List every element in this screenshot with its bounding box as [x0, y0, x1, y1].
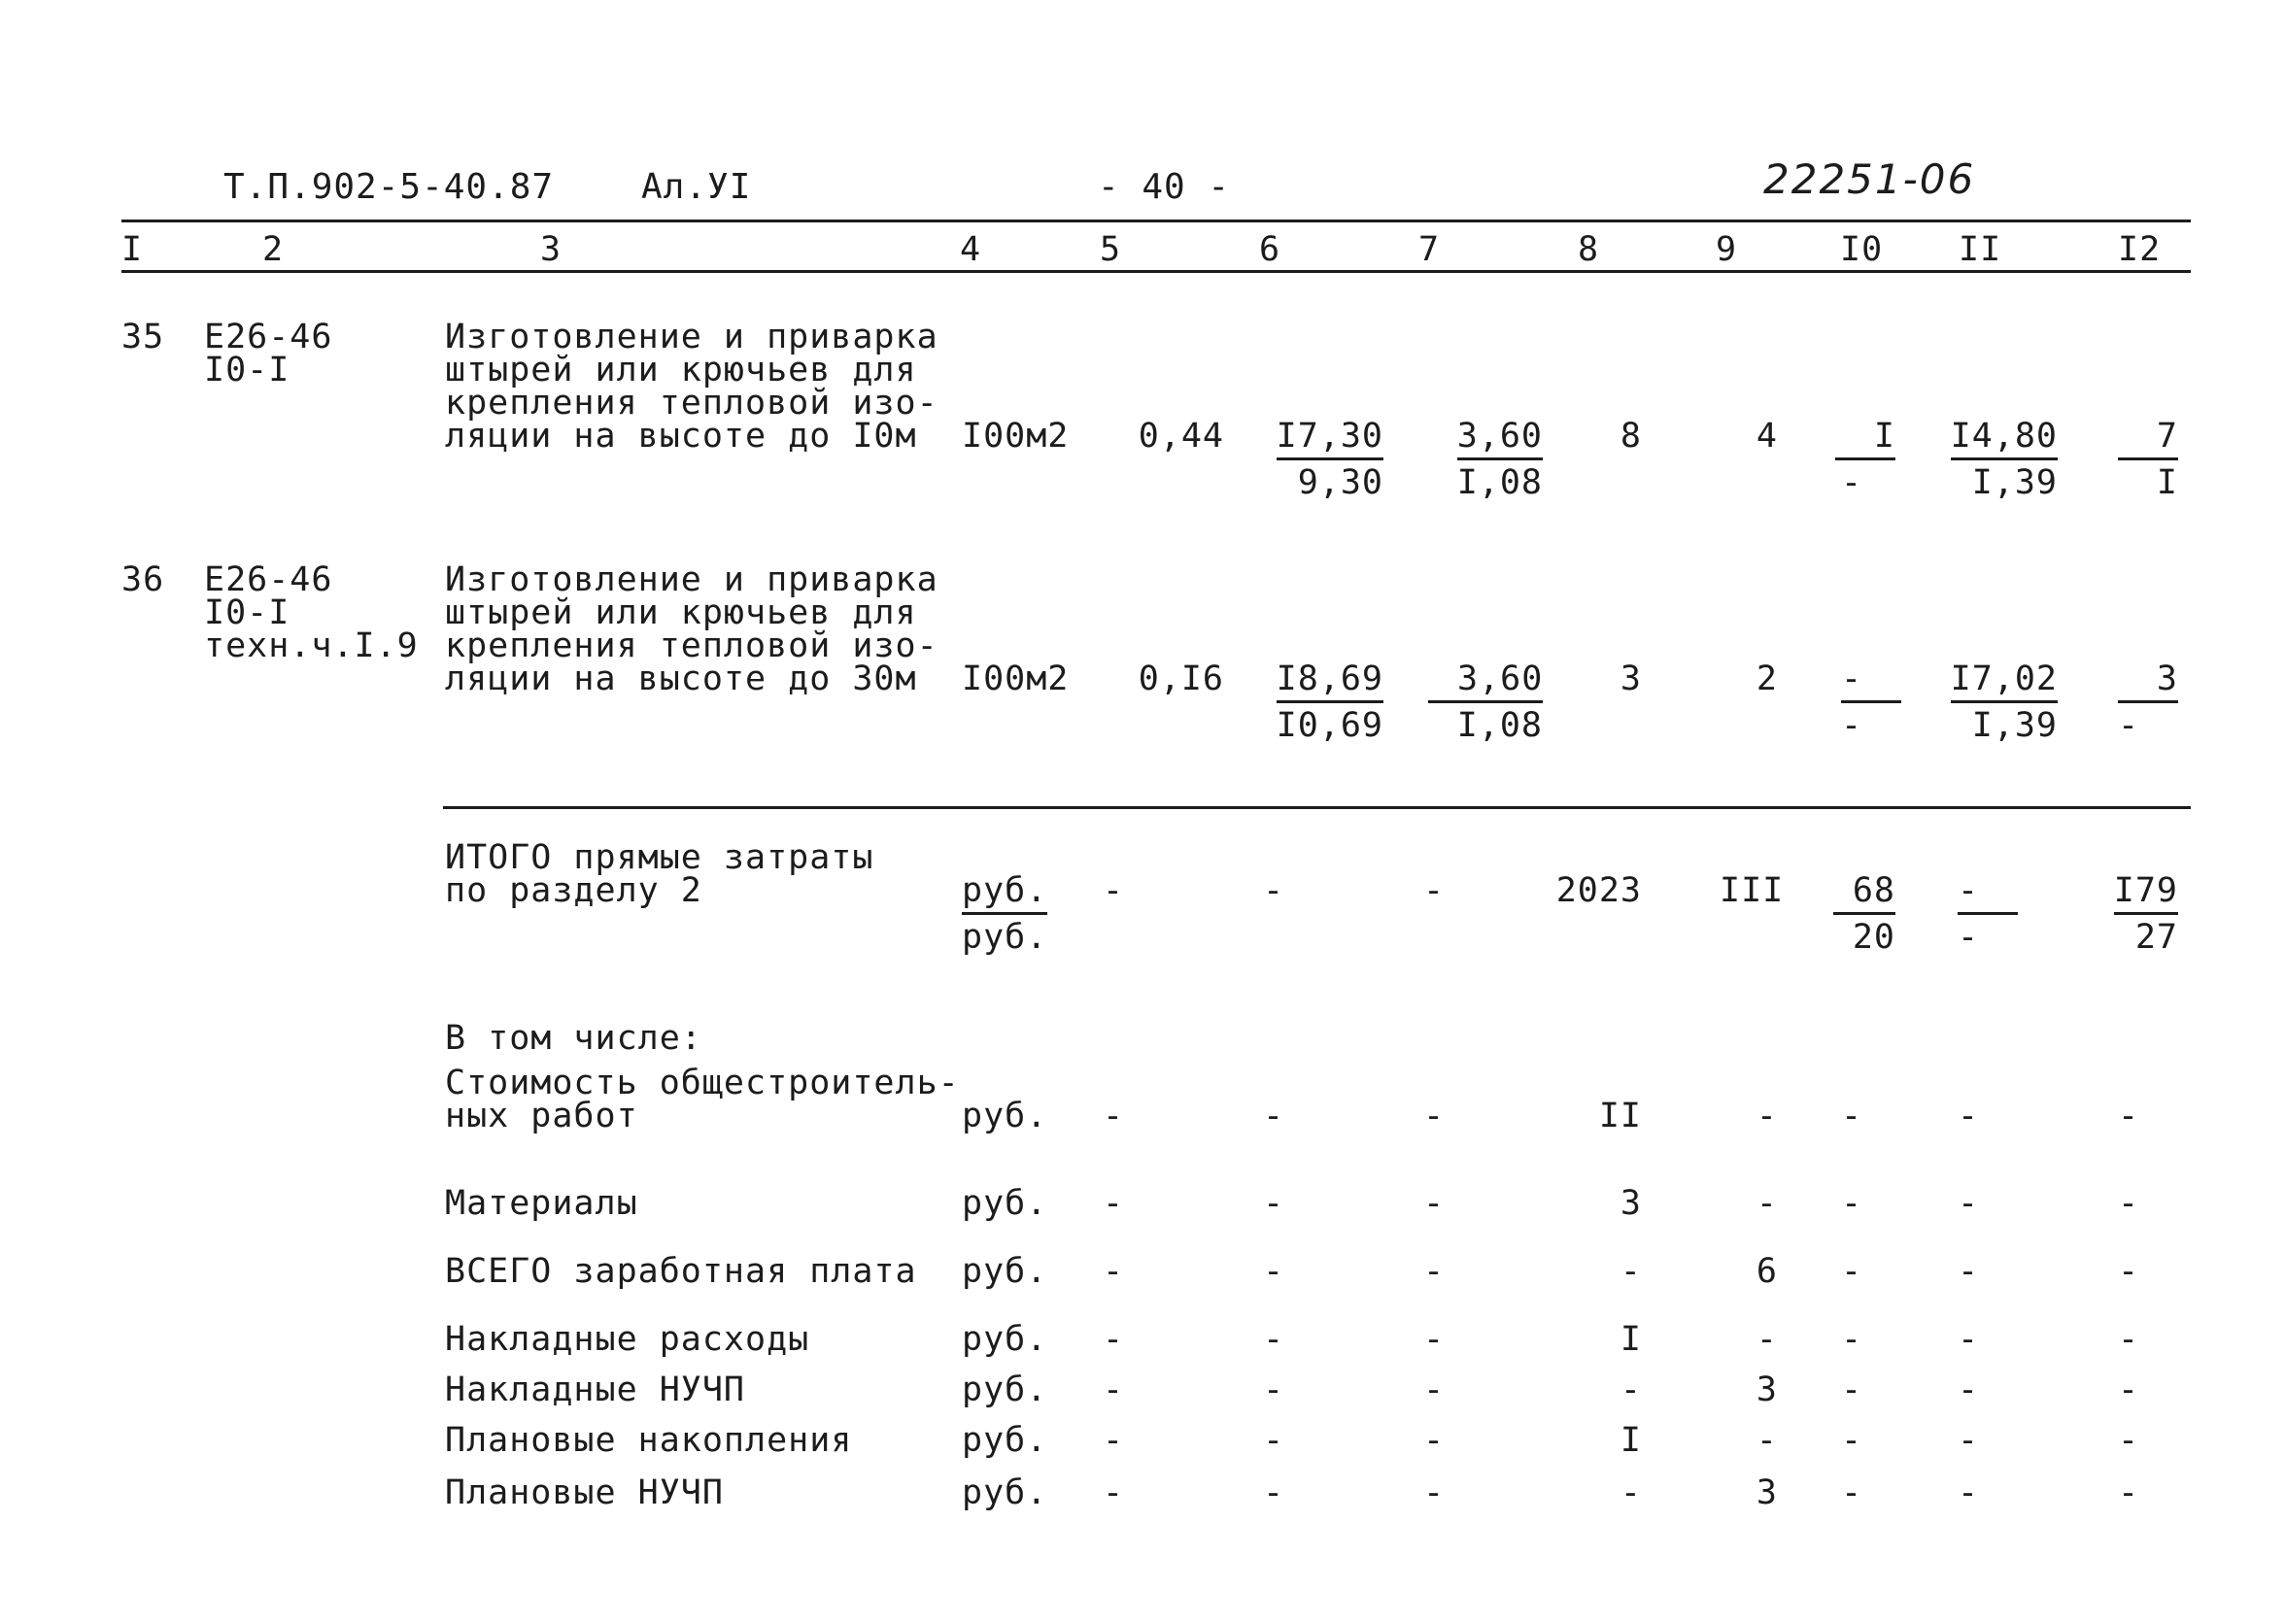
work-description: Изготовление и приварка: [445, 318, 938, 356]
col-header-5: 5: [1100, 230, 1122, 269]
breakdown-c6: -: [1263, 1421, 1285, 1460]
machine-labor-total: -: [2118, 706, 2140, 745]
breakdown-c6: -: [1263, 1473, 1285, 1512]
wage-total: 4: [1756, 417, 1778, 456]
breakdown-c10: -: [1841, 1252, 1863, 1291]
breakdown-label: ных работ: [445, 1097, 638, 1135]
breakdown-c8: -: [1620, 1370, 1642, 1409]
wage-total: 2: [1756, 660, 1778, 698]
machine-cost-unit: 3,60: [1457, 417, 1543, 460]
work-description: крепления тепловой изо-: [445, 626, 938, 665]
breakdown-c7: -: [1423, 1421, 1446, 1460]
rate-code: техн.ч.I.9: [204, 626, 419, 665]
work-description: ляции на высоте до 30м: [445, 660, 917, 698]
total-machine-labor: 27: [2134, 918, 2178, 957]
machine-labor-total: I: [2156, 463, 2178, 502]
total-label: ИТОГО прямые затраты: [445, 838, 874, 877]
breakdown-c8: I: [1620, 1421, 1642, 1460]
work-description: ляции на высоте до I0м: [445, 417, 917, 456]
album-number: Ал.УI: [641, 167, 752, 207]
breakdown-c11: -: [1958, 1320, 1980, 1359]
work-description: штырей или крючьев для: [445, 351, 917, 389]
breakdown-c11: -: [1958, 1252, 1980, 1291]
col-header-6: 6: [1259, 230, 1281, 269]
breakdown-c12: -: [2118, 1252, 2140, 1291]
breakdown-label: ВСЕГО заработная плата: [445, 1252, 917, 1291]
cost-total-unit: I8,69: [1277, 660, 1383, 703]
cost-total: 8: [1620, 417, 1642, 456]
breakdown-c5: -: [1103, 1184, 1125, 1223]
breakdown-c8: I: [1620, 1320, 1642, 1359]
breakdown-c7: -: [1423, 1184, 1446, 1223]
breakdown-c10: -: [1841, 1421, 1863, 1460]
breakdown-label: Накладные расходы: [445, 1320, 810, 1359]
total-unit: руб.: [962, 871, 1047, 915]
breakdown-c9: 3: [1756, 1473, 1778, 1512]
breakdown-label: Накладные НУЧП: [445, 1370, 746, 1409]
breakdown-c5: -: [1103, 1252, 1125, 1291]
machine-total: I: [1835, 417, 1895, 460]
total-unit: руб.: [962, 918, 1048, 957]
breakdown-c5: -: [1103, 1370, 1125, 1409]
machine-wage-total: -: [1841, 706, 1863, 745]
breakdown-c7: -: [1423, 1473, 1446, 1512]
machine-cost-unit: 3,60: [1428, 660, 1543, 703]
breakdown-label: Плановые НУЧП: [445, 1473, 724, 1512]
breakdown-label: Стоимость общестроитель-: [445, 1064, 960, 1102]
total-rule: [443, 806, 2191, 809]
col-header-1: I: [121, 230, 144, 269]
breakdown-unit: руб.: [962, 1097, 1048, 1135]
machine-labor-unit: I,39: [1971, 706, 2058, 745]
total-labor: I79: [2114, 871, 2178, 915]
col-header-11: II: [1959, 230, 2002, 269]
row-number: 35: [121, 318, 165, 356]
machine-labor-unit: I,39: [1971, 463, 2058, 502]
including-label: В том числе:: [445, 1019, 702, 1058]
breakdown-c8: -: [1620, 1252, 1642, 1291]
col-header-3: 3: [540, 230, 563, 269]
unit: I00м2: [962, 660, 1070, 698]
breakdown-label: Плановые накопления: [445, 1421, 853, 1460]
breakdown-c10: -: [1841, 1184, 1863, 1223]
breakdown-c11: -: [1958, 1473, 1980, 1512]
col-header-7: 7: [1418, 230, 1441, 269]
breakdown-c12: -: [2118, 1473, 2140, 1512]
col-header-9: 9: [1716, 230, 1738, 269]
header-rule-top: [121, 220, 2191, 222]
breakdown-unit: руб.: [962, 1421, 1048, 1460]
cost-wage-unit: I0,69: [1276, 706, 1383, 745]
breakdown-c5: -: [1103, 1473, 1125, 1512]
rate-code: I0-I: [204, 351, 290, 389]
total-wage: III: [1720, 871, 1785, 910]
col-header-8: 8: [1578, 230, 1600, 269]
breakdown-c7: -: [1423, 1252, 1446, 1291]
total-machine: 68: [1833, 871, 1895, 915]
breakdown-c9: 3: [1756, 1370, 1778, 1409]
total-machine-wage: 20: [1852, 918, 1895, 957]
breakdown-label: Материалы: [445, 1184, 638, 1223]
total-labor-unit: -: [1958, 871, 2018, 915]
breakdown-c6: -: [1263, 1184, 1285, 1223]
page-number: - 40 -: [1098, 167, 1231, 207]
breakdown-c8: -: [1620, 1473, 1642, 1512]
labor-unit: I4,80: [1951, 417, 2058, 460]
rate-code: I0-I: [204, 593, 290, 632]
breakdown-c5: -: [1103, 1421, 1125, 1460]
breakdown-c11: -: [1958, 1421, 1980, 1460]
machine-wage-unit: I,08: [1456, 463, 1543, 502]
machine-wage-unit: I,08: [1456, 706, 1543, 745]
row-number: 36: [121, 560, 165, 599]
machine-total: -: [1841, 660, 1901, 703]
breakdown-unit: руб.: [962, 1252, 1048, 1291]
breakdown-unit: руб.: [962, 1320, 1048, 1359]
breakdown-unit: руб.: [962, 1370, 1048, 1409]
machine-wage-total: -: [1841, 463, 1863, 502]
labor-total: 3: [2118, 660, 2178, 703]
cost-wage-unit: 9,30: [1297, 463, 1383, 502]
col-header-12: I2: [2118, 230, 2162, 269]
breakdown-unit: руб.: [962, 1473, 1048, 1512]
breakdown-unit: руб.: [962, 1184, 1048, 1223]
breakdown-c10: -: [1841, 1320, 1863, 1359]
rate-code: Е26-46: [204, 560, 333, 599]
breakdown-c12: -: [2118, 1370, 2140, 1409]
labor-total: 7: [2118, 417, 2178, 460]
work-description: крепления тепловой изо-: [445, 384, 938, 423]
total-col6: -: [1263, 871, 1285, 910]
total-col5: -: [1103, 871, 1125, 910]
breakdown-c12: -: [2118, 1421, 2140, 1460]
total-machine-labor-unit: -: [1958, 918, 1980, 957]
cost-total-unit: I7,30: [1277, 417, 1383, 460]
breakdown-c9: -: [1756, 1097, 1778, 1135]
cost-total: 3: [1620, 660, 1642, 698]
work-description: штырей или крючьев для: [445, 593, 917, 632]
total-label: по разделу 2: [445, 871, 702, 910]
breakdown-c6: -: [1263, 1370, 1285, 1409]
breakdown-c7: -: [1423, 1097, 1446, 1135]
breakdown-c5: -: [1103, 1097, 1125, 1135]
breakdown-c11: -: [1958, 1097, 1980, 1135]
document-number: 22251-06: [1763, 155, 1976, 203]
breakdown-c12: -: [2118, 1320, 2140, 1359]
breakdown-c5: -: [1103, 1320, 1125, 1359]
col-header-10: I0: [1840, 230, 1884, 269]
labor-unit: I7,02: [1951, 660, 2058, 703]
col-header-4: 4: [960, 230, 982, 269]
breakdown-c9: -: [1756, 1184, 1778, 1223]
breakdown-c6: -: [1263, 1320, 1285, 1359]
breakdown-c12: -: [2118, 1097, 2140, 1135]
unit: I00м2: [962, 417, 1070, 456]
breakdown-c8: II: [1598, 1097, 1642, 1135]
breakdown-c8: 3: [1620, 1184, 1642, 1223]
breakdown-c10: -: [1841, 1473, 1863, 1512]
breakdown-c12: -: [2118, 1184, 2140, 1223]
work-description: Изготовление и приварка: [445, 560, 938, 599]
breakdown-c9: 6: [1756, 1252, 1778, 1291]
total-cost: 2023: [1555, 871, 1642, 910]
total-col7: -: [1423, 871, 1446, 910]
project-code: Т.П.902-5-40.87: [223, 167, 555, 207]
breakdown-c7: -: [1423, 1370, 1446, 1409]
quantity: 0,44: [1138, 417, 1224, 456]
breakdown-c9: -: [1756, 1421, 1778, 1460]
breakdown-c7: -: [1423, 1320, 1446, 1359]
breakdown-c6: -: [1263, 1252, 1285, 1291]
breakdown-c10: -: [1841, 1370, 1863, 1409]
breakdown-c10: -: [1841, 1097, 1863, 1135]
breakdown-c11: -: [1958, 1370, 1980, 1409]
breakdown-c9: -: [1756, 1320, 1778, 1359]
breakdown-c11: -: [1958, 1184, 1980, 1223]
quantity: 0,I6: [1138, 660, 1224, 698]
breakdown-c6: -: [1263, 1097, 1285, 1135]
rate-code: Е26-46: [204, 318, 333, 356]
header-rule-bottom: [121, 270, 2191, 273]
col-header-2: 2: [262, 230, 285, 269]
